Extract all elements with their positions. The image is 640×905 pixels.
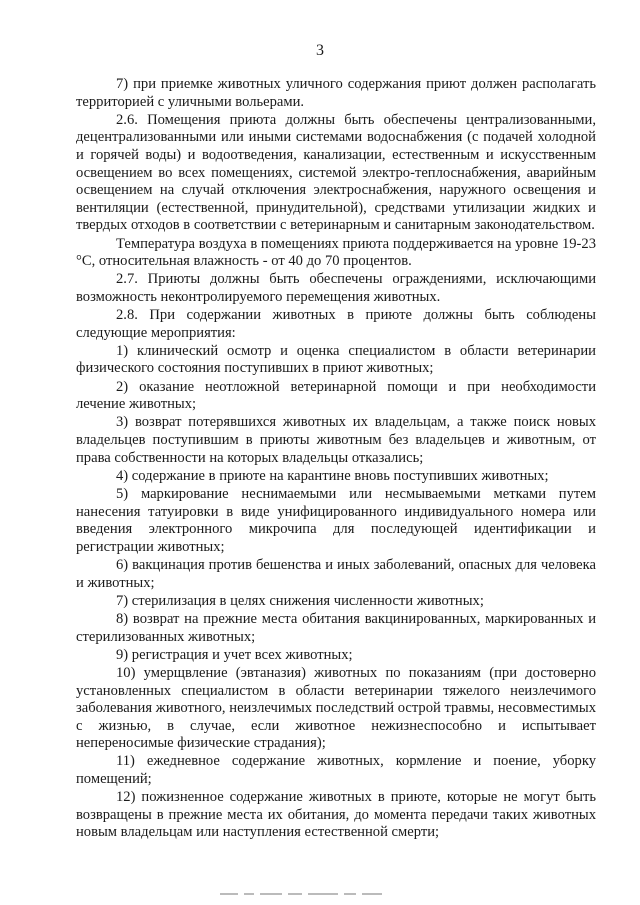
list-item-8: 8) возврат на прежние места обитания вакцинированных, маркированных и стерилизованных животных; [76,610,596,645]
list-item-5: 5) маркирование неснимаемыми или несмываемыми метками путем нанесения татуировки в виде унифицированного индивидуального номера или введения электронного микрочипа для последующей идентификации и регистрации животных; [76,486,596,555]
paragraph-temperature: Температура воздуха в помещениях приюта поддерживается на уровне 19-23 °С, относительная влажность - от 40 до 70 процентов. [76,235,596,270]
list-item-2: 2) оказание неотложной ветеринарной помощи и при необходимости лечение животных; [76,378,596,413]
list-item-10: 10) умерщвление (эвтаназия) животных по показаниям (при достоверно установленных специалистом в области ветеринарии тяжелого неизлечимого заболевания животного, неизлечимых последствий острой травмы, несовместимых с жизнью, в случае, если животное нежизнеспособно и испытывает непереносимые физические страдания); [76,664,596,752]
footer-scan-marks [220,893,420,896]
paragraph-2-8-measures: 2.8. При содержании животных в приюте должны быть соблюдены следующие мероприятия: [76,307,596,341]
list-item-4: 4) содержание в приюте на карантине вновь поступивших животных; [116,467,549,484]
paragraph-2-6-premises: 2.6. Помещения приюта должны быть обеспечены централизованными, децентрализованными или иными системами водоснабжения (с подачей холодной и горячей воды) и водоотведения, канализации, естественным и искусственным освещением во всех помещениях, системой электро-теплоснабжения, аварийным освещением на случай отключения электроснабжения, наружного освещения и вентиляции (естественной, принудительной), средствами утилизации жидких и твердых отходов в соответствии с ветеринарным и санитарным законодательством. [76,111,596,234]
list-item-1: 1) клинический осмотр и оценка специалистом в области ветеринарии физического состояния поступивших в приют животных; [76,342,596,377]
list-item-12: 12) пожизненное содержание животных в приюте, которые не могут быть возвращены в прежние места их обитания, до момента передачи таких животных новым владельцам или наступления естественной смерти; [76,789,596,841]
page-number: 3 [316,42,324,59]
paragraph-item-7-shelter-territory: 7) при приемке животных уличного содержания приют должен располагать территорией с уличными вольерами. [76,76,596,110]
list-item-7: 7) стерилизация в целях снижения численности животных; [116,592,484,609]
list-item-9: 9) регистрация и учет всех животных; [116,646,353,663]
list-item-11: 11) ежедневное содержание животных, кормление и поение, уборку помещений; [76,753,596,788]
list-item-3: 3) возврат потерявшихся животных их владельцам, а также поиск новых владельцев поступившим в приюты животным без владельцев и животным, от права собственности на которых владельцы отказались; [76,414,596,466]
document-body [76,76,596,843]
paragraph-2-7-fencing: 2.7. Приюты должны быть обеспечены ограждениями, исключающими возможность неконтролируемого перемещения животных. [76,271,596,305]
list-item-6: 6) вакцинация против бешенства и иных заболеваний, опасных для человека и животных; [76,556,596,591]
